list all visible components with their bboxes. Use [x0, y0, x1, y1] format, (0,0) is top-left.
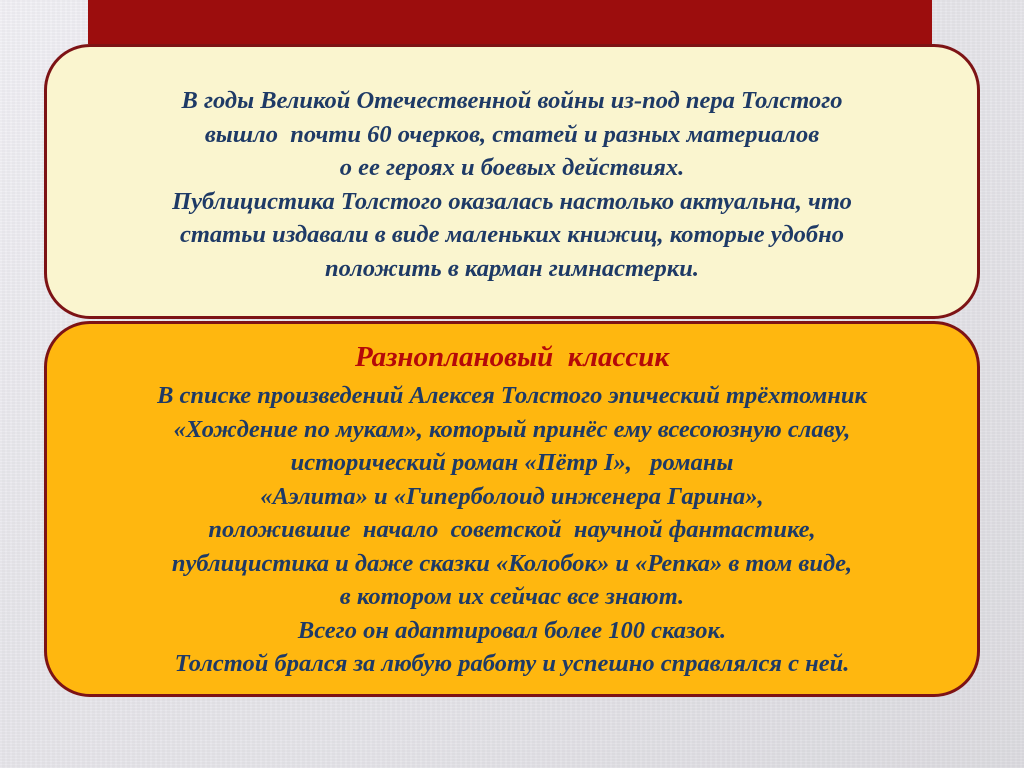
intro-text-line: статьи издавали в виде маленьких книжиц, которые удобно	[179, 221, 845, 248]
classic-text-line: «Хождение по мукам», который принёс ему всесоюзную славу,	[173, 415, 851, 443]
intro-text-line: о ее героях и боевых действиях.	[339, 154, 685, 181]
classic-panel	[44, 321, 980, 697]
intro-panel	[44, 44, 980, 319]
intro-text-line: вышло почти 60 очерков, статей и разных материалов	[204, 120, 820, 148]
classic-text-line: «Аэлита» и «Гиперболоид инженера Гарина»,	[260, 482, 764, 510]
intro-text-line: положить в карман гимнастерки.	[325, 254, 699, 282]
classic-text-line: публицистика и даже сказки «Колобок» и «Репка» в том виде,	[171, 549, 853, 577]
intro-text-line: Публицистика Толстого оказалась настолько актуальна, что	[172, 187, 852, 215]
classic-panel-title: Разноплановый классик	[354, 341, 670, 374]
classic-text-line: в котором их сейчас все знают.	[339, 583, 685, 611]
classic-text-line: Всего он адаптировал более 100 сказок.	[297, 616, 727, 644]
classic-text-line: В списке произведений Алексея Толстого эпический трёхтомник	[157, 382, 867, 410]
classic-text-line: Толстой брался за любую работу и успешно справлялся с ней.	[174, 650, 850, 678]
classic-text-line: положившие начало советской научной фантастике,	[208, 516, 816, 544]
classic-text-line: исторический роман «Пётр I», романы	[290, 449, 734, 477]
top-accent-bar	[88, 0, 932, 44]
intro-text-line: В годы Великой Отечественной войны из-под пера Толстого	[181, 87, 843, 114]
